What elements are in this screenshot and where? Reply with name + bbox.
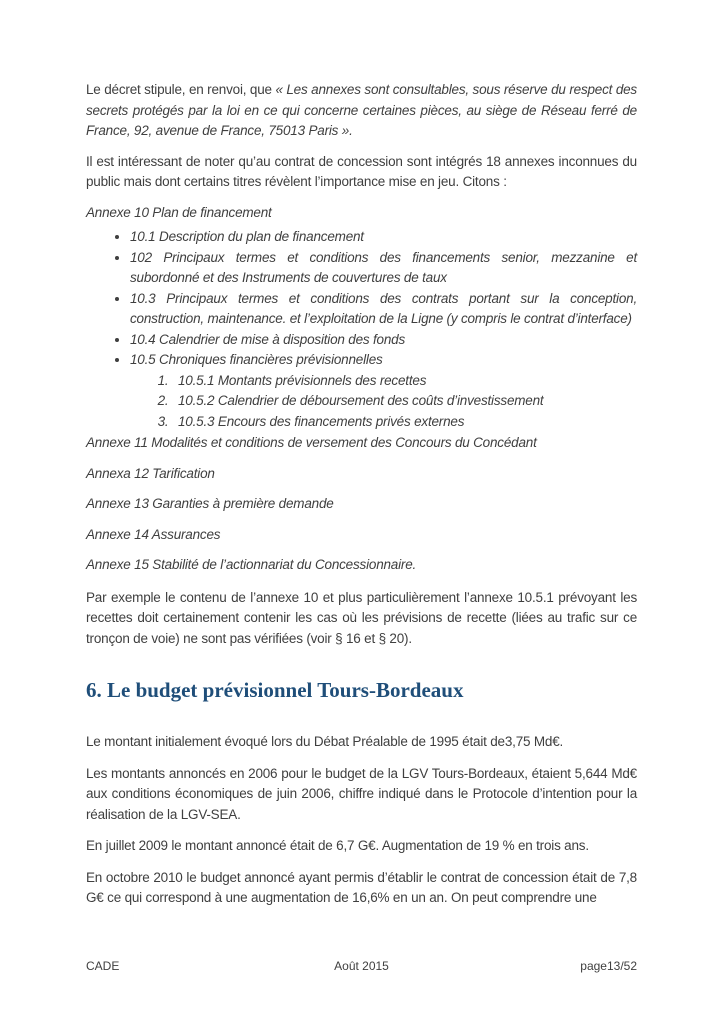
paragraph-montants-2006: Les montants annoncés en 2006 pour le budget de la LGV Tours-Bordeaux, étaient 5,644 Md€ aux conditions économiques de juin 2006, chiffre indiqué dans le Protocole d’intention pour la réalisation de la LGV-SEA. (86, 765, 637, 822)
footer-author: CADE (86, 959, 120, 973)
sublist-item: 2. 10.5.2 Calendrier de déboursement des coûts d’investissement (172, 391, 637, 412)
paragraph-montant-1995: Le montant initialement évoqué lors du Débat Préalable de 1995 était de3,75 Md€. (86, 734, 564, 749)
decree-quote-text: « Les annexes sont consultables, sous réserve du respect des secrets protégés par la loi en ce qui concerne certaines pièces, au siège de Réseau ferré de France, 92, avenue de France, 75013 Paris ». (86, 82, 637, 138)
paragraph-decree (86, 80, 637, 142)
annex-line-11: Annexe 11 Modalités et conditions de versement des Concours du Concédant (86, 435, 537, 450)
list-item-text: 10.5 Chroniques financières prévisionnelles (130, 352, 383, 367)
annex10-list (86, 227, 637, 432)
annex10-sublist (130, 371, 637, 433)
list-item: • 10.3 Principaux termes et conditions des contrats portant sur la conception, construction, maintenance. et l’exploitation de la Ligne (y compris le contrat d’interface) (130, 289, 637, 330)
list-item: • 10.4 Calendrier de mise à disposition des fonds (130, 330, 637, 351)
paragraph-juillet-2009: En juillet 2009 le montant annoncé était de 6,7 G€. Augmentation de 19 % en trois ans. (86, 838, 589, 853)
section-heading: 6. Le budget prévisionnel Tours-Bordeaux (86, 678, 464, 702)
list-item: • 102 Principaux termes et conditions des financements senior, mezzanine et subordonné et des Instruments de couvertures de taux (130, 248, 637, 289)
footer-page-number: page13/52 (580, 959, 638, 973)
paragraph-example: Par exemple le contenu de l’annexe 10 et plus particulièrement l’annexe 10.5.1 prévoyant les recettes doit certainement contenir les cas où les prévisions de recette (liées au trafic sur ce tronçon de voie) ne sont pas vérifiées (voir § 16 et § 20). (86, 589, 637, 646)
footer-date: Août 2015 (334, 959, 389, 973)
list-item: • 10.1 Description du plan de financement (130, 227, 637, 248)
annex-line-13: Annexe 13 Garanties à première demande (86, 496, 334, 511)
paragraph-octobre-2010: En octobre 2010 le budget annoncé ayant permis d’établir le contrat de concession était de 7,8 G€ ce qui correspond à une augmentation de 16,6% en un an. On peut comprendre une (86, 869, 637, 905)
annex10-heading: Annexe 10 Plan de financement (86, 204, 272, 220)
paragraph-annexes-intro: Il est intéressant de noter qu’au contrat de concession sont intégrés 18 annexes inconnues du public mais dont certains titres révèlent l’importance mise en jeu. Citons : (86, 153, 637, 189)
annex-line-15: Annexe 15 Stabilité de l’actionnariat du Concessionnaire. (86, 557, 417, 572)
sublist-item: 1. 10.5.1 Montants prévisionnels des recettes (172, 371, 637, 392)
annex-line-12: Annexa 12 Tarification (86, 465, 215, 481)
annex-line-14: Annexe 14 Assurances (86, 526, 221, 542)
list-item (130, 350, 637, 432)
sublist-item: 3. 10.5.3 Encours des financements privés externes (172, 412, 637, 433)
page-footer (86, 958, 637, 974)
decree-intro-text: Le décret stipule, en renvoi, que (86, 82, 276, 97)
